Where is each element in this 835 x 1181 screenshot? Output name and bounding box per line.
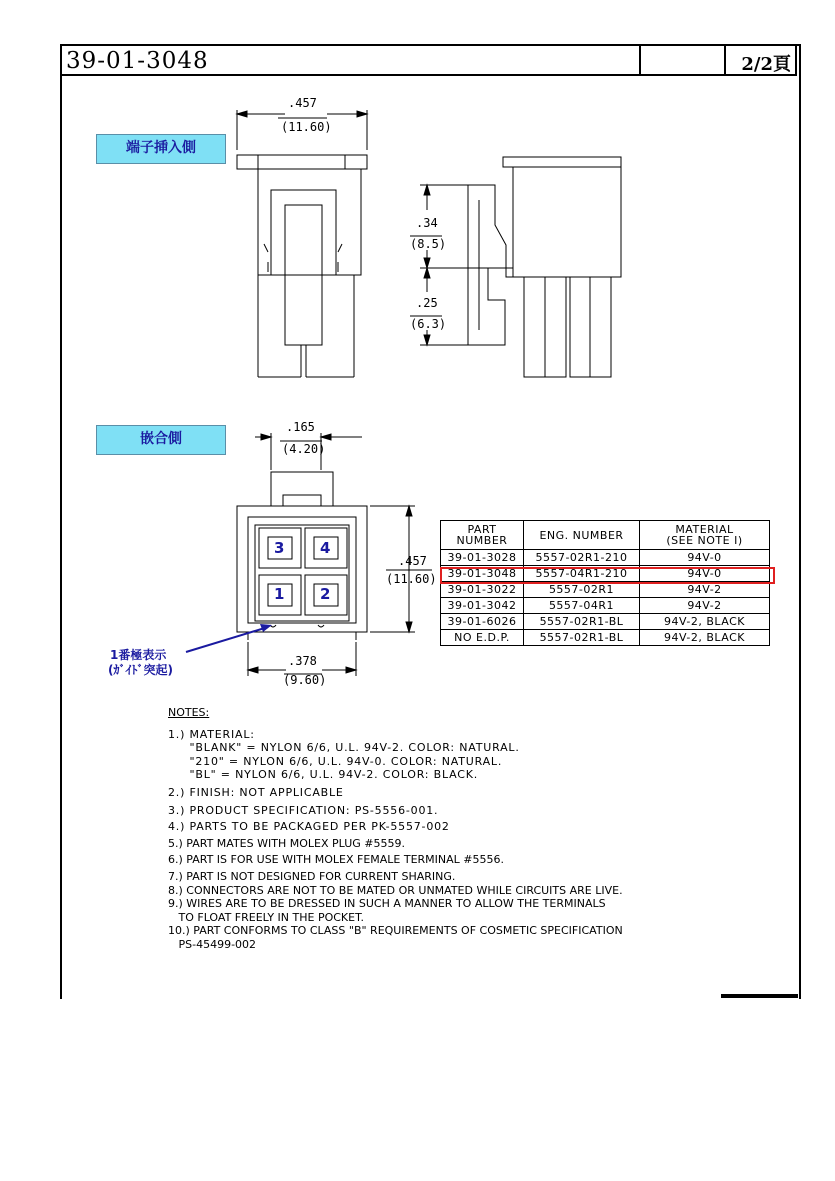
dim-top-width-mm: (11.60) (281, 120, 332, 134)
header-part-number: PART NUMBER (441, 521, 524, 550)
pin1-indicator-label (108, 648, 173, 678)
page-indicator: 2/2頁 (741, 54, 791, 75)
note-line: 2.) FINISH: NOT APPLICABLE (168, 785, 344, 799)
pin1-label-line2: (ｶﾞｲﾄﾞ突起) (108, 663, 173, 677)
pin1-label-line1: 1番極表示 (110, 648, 167, 662)
dim-side-upper-mm: (8.5) (410, 237, 447, 251)
pin-1-label: 1 (274, 585, 285, 603)
cell-eng-number: 5557-02R1-BL (524, 614, 640, 630)
cell-part-number: NO E.D.P. (441, 630, 524, 646)
dim-side-lower: .25 (416, 296, 438, 310)
notes-heading: NOTES: (168, 706, 210, 719)
cell-part-number: 39-01-3042 (441, 598, 524, 614)
note-line: "BLANK" = NYLON 6/6, U.L. 94V-2. COLOR: NATURAL. (168, 741, 520, 755)
notes-list (168, 728, 623, 952)
header-eng-number: ENG. NUMBER (524, 521, 640, 550)
note-line: "BL" = NYLON 6/6, U.L. 94V-2. COLOR: BLACK. (168, 768, 479, 782)
note-line: 4.) PARTS TO BE PACKAGED PER PK-5557-002 (168, 820, 450, 834)
pin-3-label: 3 (274, 539, 285, 557)
table-row (441, 614, 770, 630)
note-line: 9.) WIRES ARE TO BE DRESSED IN SUCH A MANNER TO ALLOW THE TERMINALS (168, 897, 606, 911)
note-line: 6.) PART IS FOR USE WITH MOLEX FEMALE TERMINAL #5556. (168, 853, 504, 867)
dim-side-upper: .34 (416, 216, 438, 230)
note-line: PS-45499-002 (168, 937, 257, 951)
header-material: MATERIAL (SEE NOTE I) (640, 521, 770, 550)
cell-material: 94V-2 (640, 598, 770, 614)
pin1-leader-arrow (186, 624, 272, 652)
cell-eng-number: 5557-02R1-BL (524, 630, 640, 646)
side-view-outline (468, 157, 621, 377)
cell-material: 94V-2, BLACK (640, 614, 770, 630)
dim-pitch-mm: (4.20) (282, 442, 326, 456)
cell-eng-number: 5557-04R1 (524, 598, 640, 614)
note-line: "210" = NYLON 6/6, U.L. 94V-0. COLOR: NATURAL. (168, 754, 503, 768)
notes-section (168, 706, 623, 952)
note-line: 5.) PART MATES WITH MOLEX PLUG #5559. (168, 836, 405, 850)
dim-front-height: .457 (398, 554, 427, 568)
table-header-row (441, 521, 770, 550)
cell-part-number: 39-01-6026 (441, 614, 524, 630)
dim-top-width: .457 (288, 96, 317, 110)
note-line: 1.) MATERIAL: (168, 727, 255, 741)
cell-material: 94V-0 (640, 566, 770, 582)
cell-eng-number: 5557-02R1 (524, 582, 640, 598)
cell-part-number: 39-01-3028 (441, 550, 524, 566)
table-row (441, 630, 770, 646)
dim-pitch: .165 (286, 420, 315, 434)
note-line: 7.) PART IS NOT DESIGNED FOR CURRENT SHARING. (168, 869, 456, 883)
pin-4-label: 4 (320, 539, 331, 557)
part-number-title: 39-01-3048 (66, 48, 209, 74)
table-row (441, 598, 770, 614)
note-line: TO FLOAT FREELY IN THE POCKET. (168, 910, 364, 924)
cell-material: 94V-2 (640, 582, 770, 598)
cell-eng-number: 5557-04R1-210 (524, 566, 640, 582)
dim-front-width: .378 (288, 654, 317, 668)
cell-material: 94V-0 (640, 550, 770, 566)
table-row (441, 550, 770, 566)
dim-front-height-mm: (11.60) (386, 572, 437, 586)
note-line: 8.) CONNECTORS ARE NOT TO BE MATED OR UNMATED WHILE CIRCUITS ARE LIVE. (168, 883, 623, 897)
front-view-outline (237, 472, 367, 640)
pin-2-label: 2 (320, 585, 331, 603)
highlighted-row-box (440, 567, 775, 584)
cell-eng-number: 5557-02R1-210 (524, 550, 640, 566)
cell-material: 94V-2, BLACK (640, 630, 770, 646)
dim-side-lower-mm: (6.3) (410, 317, 447, 331)
rear-view-outline (237, 155, 367, 377)
mating-side-label: 嵌合側 (96, 425, 226, 455)
note-line: 10.) PART CONFORMS TO CLASS "B" REQUIREMENTS OF COSMETIC SPECIFICATION (168, 924, 623, 938)
cell-part-number: 39-01-3022 (441, 582, 524, 598)
insert-side-label: 端子挿入側 (96, 134, 226, 164)
note-line: 3.) PRODUCT SPECIFICATION: PS-5556-001. (168, 803, 439, 817)
cell-part-number: 39-01-3048 (441, 566, 524, 582)
dim-front-width-mm: (9.60) (283, 673, 327, 687)
